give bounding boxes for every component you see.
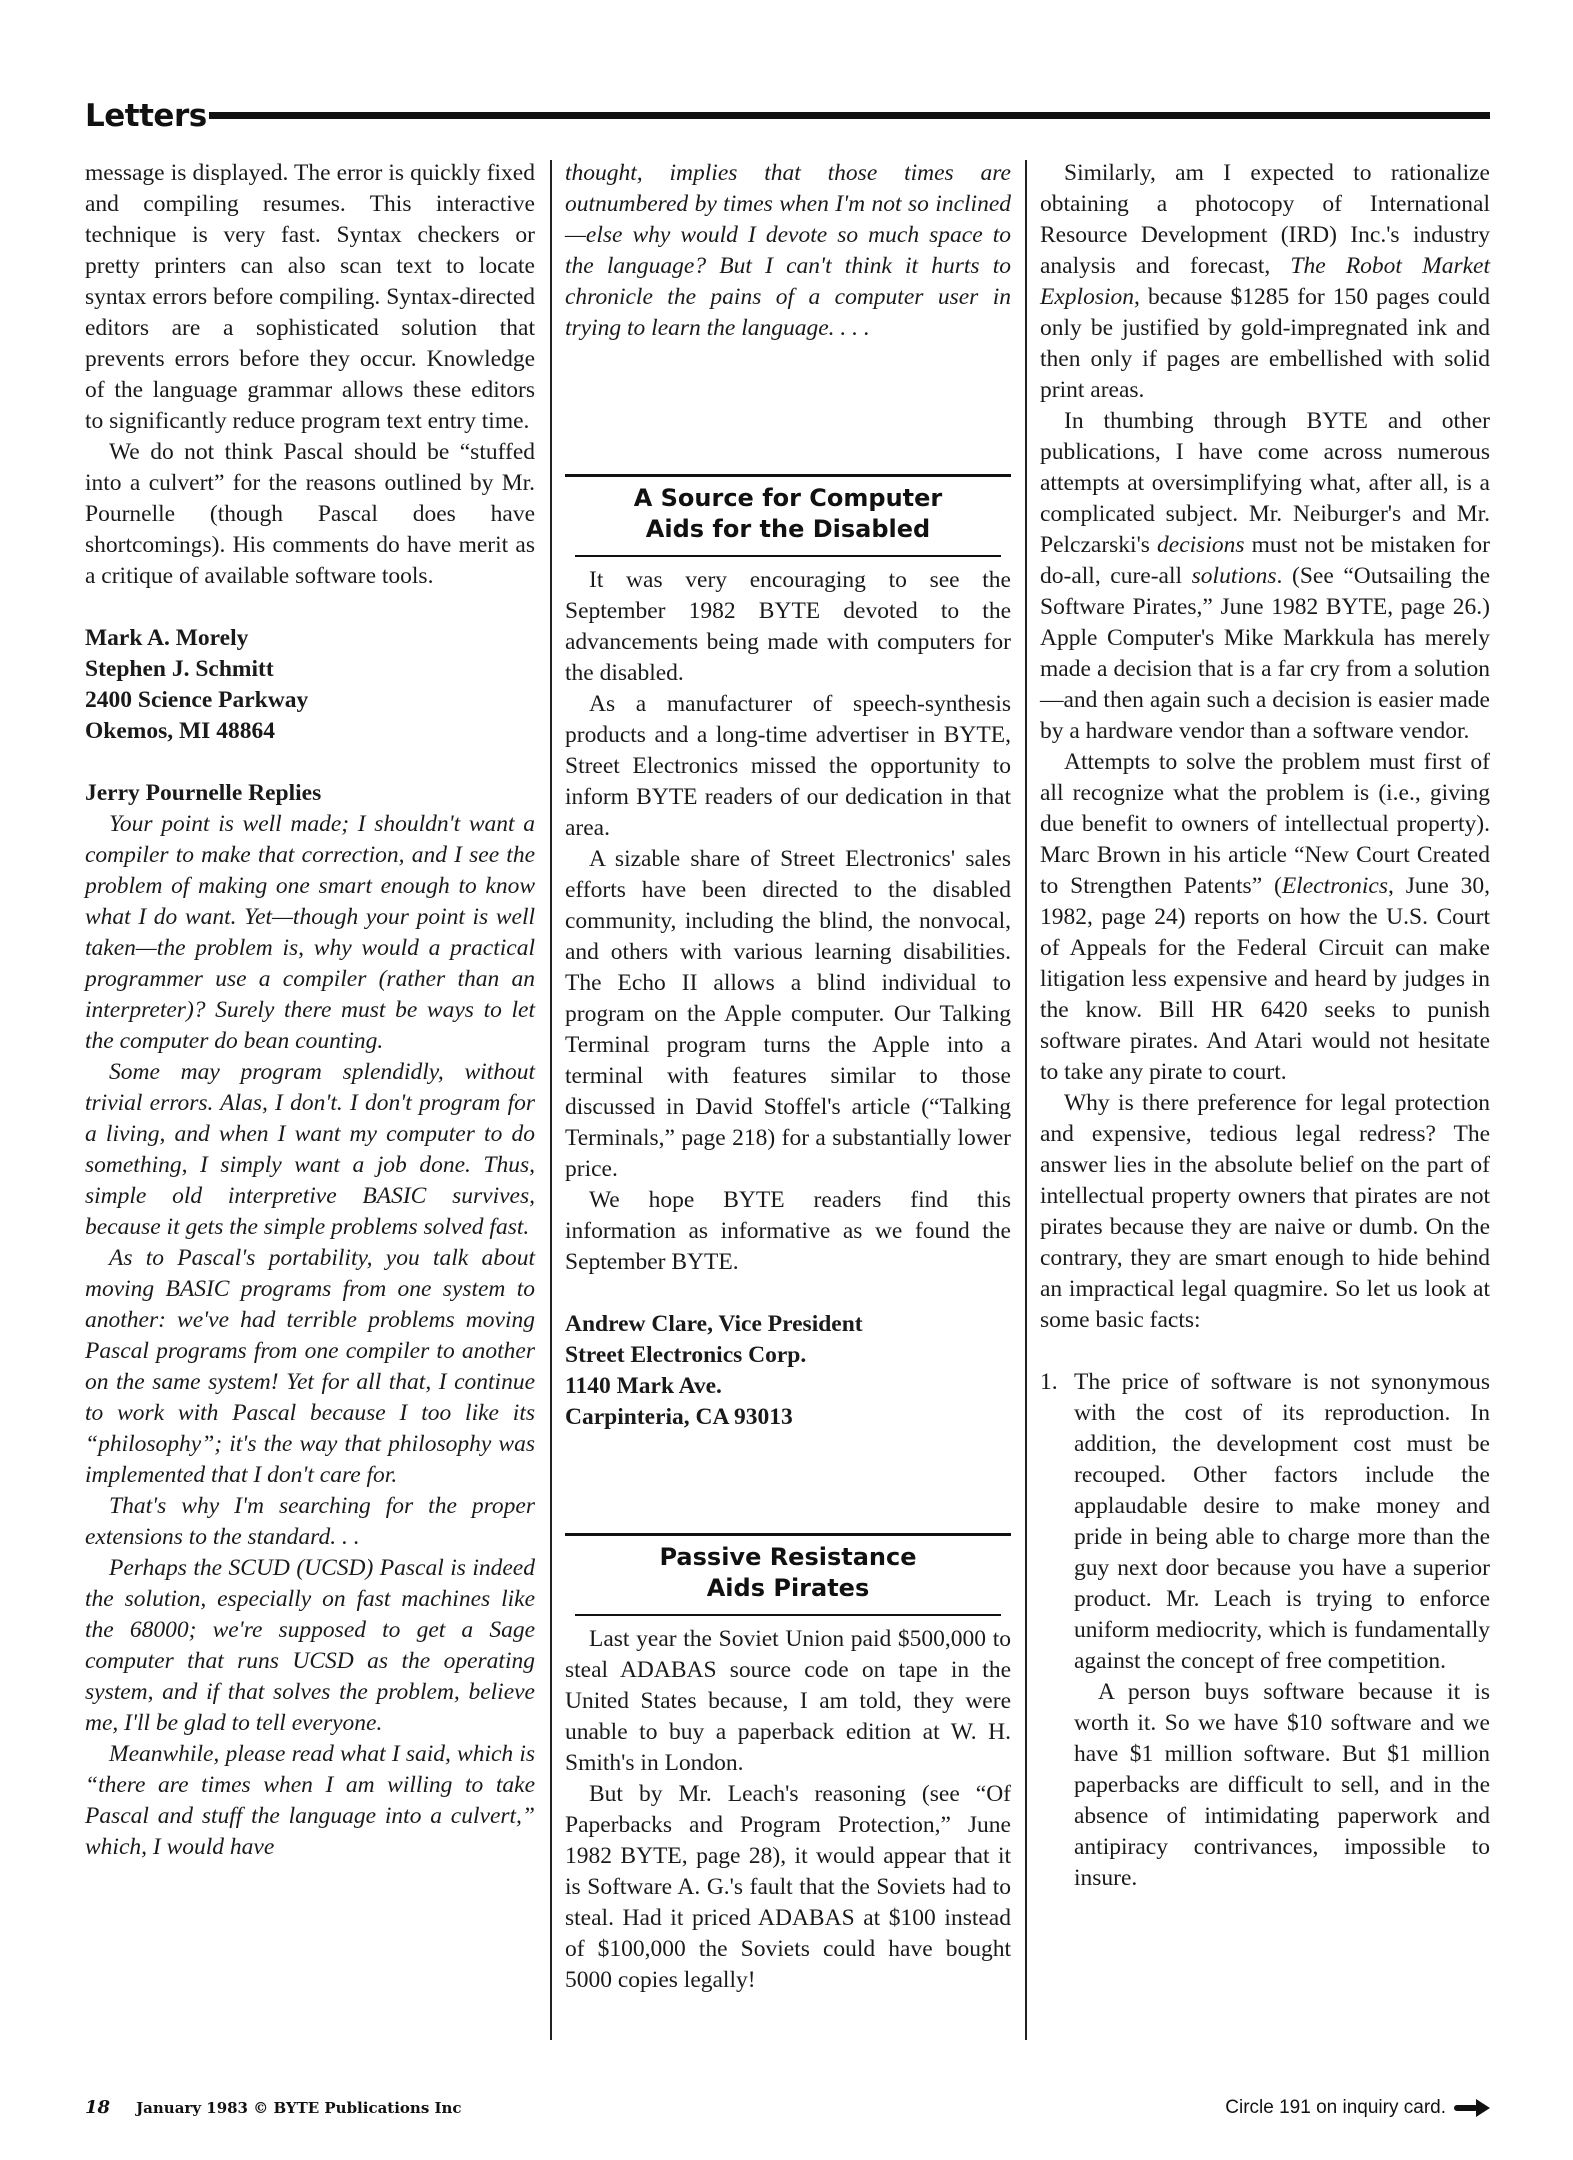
heading-line: Aids Pirates <box>706 1574 870 1602</box>
signature-line: Mark A. Morely <box>85 625 249 651</box>
article-heading-disabled <box>565 474 1011 557</box>
reply-paragraph: Some may program splendidly, without trivial errors. Alas, I don't. I don't program for a living, and when I want my computer to do something, I simply want a job done. Thus, simple old interpretive BASIC survives, because it gets the simple problems solved fast. <box>85 1059 535 1240</box>
numbered-fact <box>1040 1367 1490 1894</box>
letter-paragraph: It was very encouraging to see the September 1982 BYTE devoted to the advancements being made with computers for the disabled. <box>565 567 1011 686</box>
letter-signature <box>85 623 535 747</box>
reply-paragraph: As to Pascal's portability, you talk about moving BASIC programs from one system to another: we've had terrible problems moving Pascal programs from one compiler to another on the same system! Yet for all that, I continue to work with Pascal because I too like its “philosophy”; it's the way that philosophy was implemented that I don't care for. <box>85 1245 535 1488</box>
heading-underline <box>575 1614 1001 1616</box>
letter-paragraph: Last year the Soviet Union paid $500,000 to steal ADABAS source code on tape in the United States because, I am told, they were unable to buy a paperback edition at W. H. Smith's in London. <box>565 1626 1011 1776</box>
section-title: Letters <box>85 98 207 134</box>
signature-line: 2400 Science Parkway <box>85 687 309 713</box>
article-heading-piracy <box>565 1533 1011 1616</box>
letter-signature <box>565 1309 1011 1433</box>
signature-line: Okemos, MI 48864 <box>85 718 275 744</box>
letter-paragraph: message is displayed. The error is quickly fixed and compiling resumes. This interactive technique is very fast. Syntax checkers or pretty printers can also scan text to locate syntax errors before compiling. Syntax-directed editors are a sophisticated solution that prevents errors before they occur. Knowledge of the language grammar allows these editors to significantly reduce program text entry time. <box>85 160 535 434</box>
page-footer-left <box>85 2096 462 2120</box>
emphasis: decisions <box>1157 532 1245 558</box>
right-arrow-icon <box>1454 2096 1490 2120</box>
middle-column <box>565 158 1011 1996</box>
heading-line: A Source for Computer <box>633 484 943 512</box>
fact-text: A person buys software because it is worth it. So we have $10 software and we have $1 million software. But $1 million paperbacks are difficult to sell, and in the absence of intimidating paperwork and antipiracy contrivances, impossible to insure. <box>1074 1679 1490 1891</box>
letter-paragraph: Attempts to solve the problem must first of all recognize what the problem is (i.e., giving due benefit to owners of intellectual property). Marc Brown in his article “New Court Created to Strengthen Patents” (Electronics, June 30, 1982, page 24) reports on how the U.S. Court of Appeals for the Federal Circuit can make litigation less expensive and heard by judges in the know. Bill HR 6420 seeks to punish software pirates. And Atari would not hesitate to take any pirate to court. <box>1040 749 1491 1085</box>
emphasis: solutions <box>1191 563 1277 589</box>
reply-paragraph: Meanwhile, please read what I said, which is “there are times when I am willing to take Pascal and stuff the language into a culvert,” which, I would have <box>85 1741 535 1860</box>
signature-line: Stephen J. Schmitt <box>85 656 274 682</box>
letter-paragraph: But by Mr. Leach's reasoning (see “Of Paperbacks and Program Protection,” June 1982 BYTE, page 28), it would appear that it is Software A. G.'s fault that the Soviets had to steal. Had it priced ADABAS at $100 instead of $100,000 the Soviets could have bought 5000 copies legally! <box>565 1781 1011 1993</box>
page-footer-right <box>1225 2096 1490 2120</box>
heading-underline <box>575 555 1001 557</box>
reply-paragraph: Perhaps the SCUD (UCSD) Pascal is indeed the solution, especially on fast machines like the 68000; we're supposed to get a Sage computer that runs UCSD as the operating system, and if that solves the problem, believe me, I'll be glad to tell everyone. <box>85 1555 535 1736</box>
page-number: 18 <box>85 2097 111 2118</box>
letter-paragraph: We do not think Pascal should be “stuffed into a culvert” for the reasons outlined by Mr. Pournelle (though Pascal does have shortcomings). His comments do have merit as a critique of available software tools. <box>85 439 535 589</box>
left-column <box>85 158 535 1863</box>
reply-continuation: thought, implies that those times are outnumbered by times when I'm not so inclined—else why would I devote so much space to the language? But I can't think it hurts to chronicle the pains of a computer user in trying to learn the language. . . . <box>565 160 1011 341</box>
heading-line: Aids for the Disabled <box>645 515 931 543</box>
letter-paragraph: A sizable share of Street Electronics' sales efforts have been directed to the disabled community, including the blind, the nonvocal, and others with various learning disabilities. The Echo II allows a blind individual to program on the Apple computer. Our Talking Terminal program turns the Apple into a terminal with features similar to those discussed in David Stoffel's article (“Talking Terminals,” page 218) for a substantially lower price. <box>565 846 1011 1182</box>
publication-title: Electronics <box>1281 873 1388 899</box>
letter-paragraph: As a manufacturer of speech-synthesis products and a long-time advertiser in BYTE, Street Electronics missed the opportunity to inform BYTE readers of our dedication in that area. <box>565 691 1011 841</box>
publication-title: The Robot Market Explosion <box>1040 253 1490 310</box>
right-column <box>1040 158 1490 1894</box>
column-divider <box>550 160 552 2040</box>
letter-paragraph: In thumbing through BYTE and other publications, I have come across numerous attempts at oversimplifying what, after all, is a complicated subject. Mr. Neiburger's and Mr. Pelczarski's decisions must not be mistaken for do-all, cure-all solutions. (See “Outsailing the Software Pirates,” June 1982 BYTE, page 26.) Apple Computer's Mike Markkula has merely made a decision that is a far cry from a solution—and then again such a decision is easier made by a hardware vendor than a software vendor. <box>1040 408 1490 744</box>
issue-credit: January 1983 © BYTE Publications Inc <box>136 2099 462 2117</box>
letter-paragraph: We hope BYTE readers find this information as informative as we found the September BYTE. <box>565 1187 1011 1275</box>
signature-line: Andrew Clare, Vice President <box>565 1311 863 1337</box>
column-divider <box>1025 160 1027 2040</box>
signature-line: Street Electronics Corp. <box>565 1342 807 1368</box>
page-header <box>85 96 1490 140</box>
header-rule <box>209 112 1490 119</box>
heading-line: Passive Resistance <box>659 1543 917 1571</box>
reply-paragraph: That's why I'm searching for the proper extensions to the standard. . . <box>85 1493 535 1550</box>
fact-text: The price of software is not synonymous with the cost of its reproduction. In addition, the development cost must be recouped. Other factors include the applaudable desire to make money and pride in being able to charge more than the guy next door because you have a superior product. Mr. Leach is trying to enforce uniform mediocrity, which is fundamentally against the concept of free competition. <box>1074 1369 1490 1674</box>
signature-line: 1140 Mark Ave. <box>565 1373 722 1399</box>
signature-line: Carpinteria, CA 93013 <box>565 1404 793 1430</box>
letter-paragraph: Similarly, am I expected to rationalize obtaining a photocopy of International Resource Development (IRD) Inc.'s industry analysis and forecast, The Robot Market Explosion, because $1285 for 150 pages could only be justified by gold-impregnated ink and then only if pages are embellished with solid print areas. <box>1040 160 1490 403</box>
inquiry-note: Circle 191 on inquiry card. <box>1225 2097 1446 2118</box>
reply-paragraph: Your point is well made; I shouldn't want a compiler to make that correction, and I see the problem of making one smart enough to know what I do want. Yet—though your point is well taken—the problem is, why would a practical programmer use a compiler (rather than an interpreter)? Surely there must be ways to let the computer do bean counting. <box>85 811 535 1054</box>
fact-number: 1. <box>1040 1369 1058 1395</box>
reply-heading: Jerry Pournelle Replies <box>85 780 322 806</box>
letter-paragraph: Why is there preference for legal protection and expensive, tedious legal redress? The answer lies in the absolute belief on the part of intellectual property owners that pirates are not pirates because they are naive or dumb. On the contrary, they are smart enough to hide behind an impractical legal quagmire. So let us look at some basic facts: <box>1040 1090 1490 1333</box>
